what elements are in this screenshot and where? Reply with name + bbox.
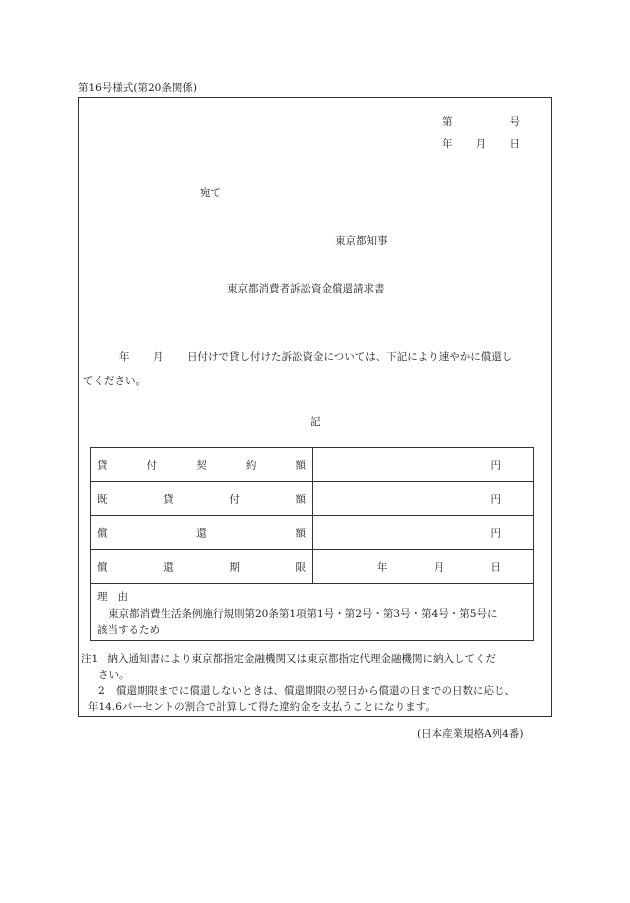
label-char: 還 — [196, 527, 207, 539]
number-go: 号 — [509, 116, 520, 128]
note-2-prefix: 2 — [98, 685, 105, 697]
repayment-amount-field — [313, 516, 533, 549]
label-char: 額 — [295, 493, 306, 505]
row-label-repayment-amount — [91, 516, 313, 549]
already-loaned-amount-field — [313, 482, 533, 515]
amount-table — [90, 447, 534, 641]
document-title: 東京都消費者訴訟資金償還請求書 — [227, 283, 385, 295]
note-1-line-1: 納入通知書により東京都指定金融機関又は東京都指定代理金融機関に納入してくだ — [107, 653, 497, 665]
note-1-line-2: さい。 — [98, 669, 130, 681]
document-number-line — [442, 114, 520, 129]
form-number-label: 第16号様式(第20条関係) — [78, 82, 197, 94]
label-char: 理 — [97, 591, 108, 603]
label-char: 約 — [245, 459, 257, 471]
note-1-prefix: 注1 — [81, 653, 99, 665]
label-char: 償 — [97, 527, 108, 539]
label-char: 貸 — [97, 459, 108, 471]
table-row — [91, 482, 533, 516]
table-row — [91, 550, 533, 584]
date-day: 日 — [509, 138, 520, 150]
reason-text-line-2: 該当するため — [97, 624, 160, 636]
note-2 — [98, 683, 515, 698]
addressee: 宛て — [200, 187, 221, 199]
body-line-2: てください。 — [83, 375, 146, 387]
row-label-loan-contract-amount — [91, 448, 313, 481]
label-char: 付 — [146, 459, 158, 471]
yen-unit: 円 — [490, 493, 501, 505]
number-dai: 第 — [442, 116, 453, 128]
date-month: 月 — [475, 138, 487, 150]
deadline-year: 年 — [377, 561, 388, 573]
deadline-day: 日 — [490, 561, 501, 573]
sender: 東京都知事 — [335, 235, 388, 247]
note-1 — [81, 651, 496, 666]
label-char: 額 — [295, 459, 306, 471]
date-year: 年 — [442, 138, 453, 150]
label-char: 付 — [229, 493, 240, 505]
paper-size-note: (日本産業規格A列4番) — [417, 728, 524, 740]
reason-label — [97, 589, 128, 604]
table-row — [91, 516, 533, 550]
document-date-line — [442, 136, 520, 151]
row-label-repayment-deadline — [91, 550, 313, 583]
note-2-line-2: 年14.6パーセントの割合で計算して得た違約金を支払うことになります。 — [88, 701, 436, 713]
body-year: 年 — [119, 351, 130, 363]
label-char: 期 — [229, 561, 240, 573]
table-row — [91, 448, 533, 482]
label-char: 還 — [163, 561, 174, 573]
label-char: 由 — [117, 591, 128, 603]
yen-unit: 円 — [490, 459, 501, 471]
label-char: 額 — [295, 527, 306, 539]
reason-text-line-1: 東京都消費生活条例施行規則第20条第1項第1号・第2号・第3号・第4号・第5号に — [108, 608, 498, 620]
deadline-month: 月 — [433, 561, 445, 573]
label-char: 契 — [196, 459, 207, 471]
label-char: 貸 — [163, 493, 174, 505]
loan-contract-amount-field — [313, 448, 533, 481]
note-2-line-1: 償還期限までに償還しないときは、償還期限の翌日から償還の日までの日数に応じ、 — [116, 685, 516, 697]
ki-heading: 記 — [310, 416, 321, 428]
repayment-deadline-field — [313, 550, 533, 583]
label-char: 限 — [295, 561, 306, 573]
label-char: 償 — [97, 561, 108, 573]
body-text-1: 日付けで貸し付けた訴訟資金については、下記により速やかに償還し — [187, 351, 513, 363]
row-label-already-loaned-amount — [91, 482, 313, 515]
yen-unit: 円 — [490, 527, 501, 539]
body-month: 月 — [153, 351, 164, 363]
reason-cell — [91, 584, 533, 640]
label-char: 既 — [97, 493, 108, 505]
